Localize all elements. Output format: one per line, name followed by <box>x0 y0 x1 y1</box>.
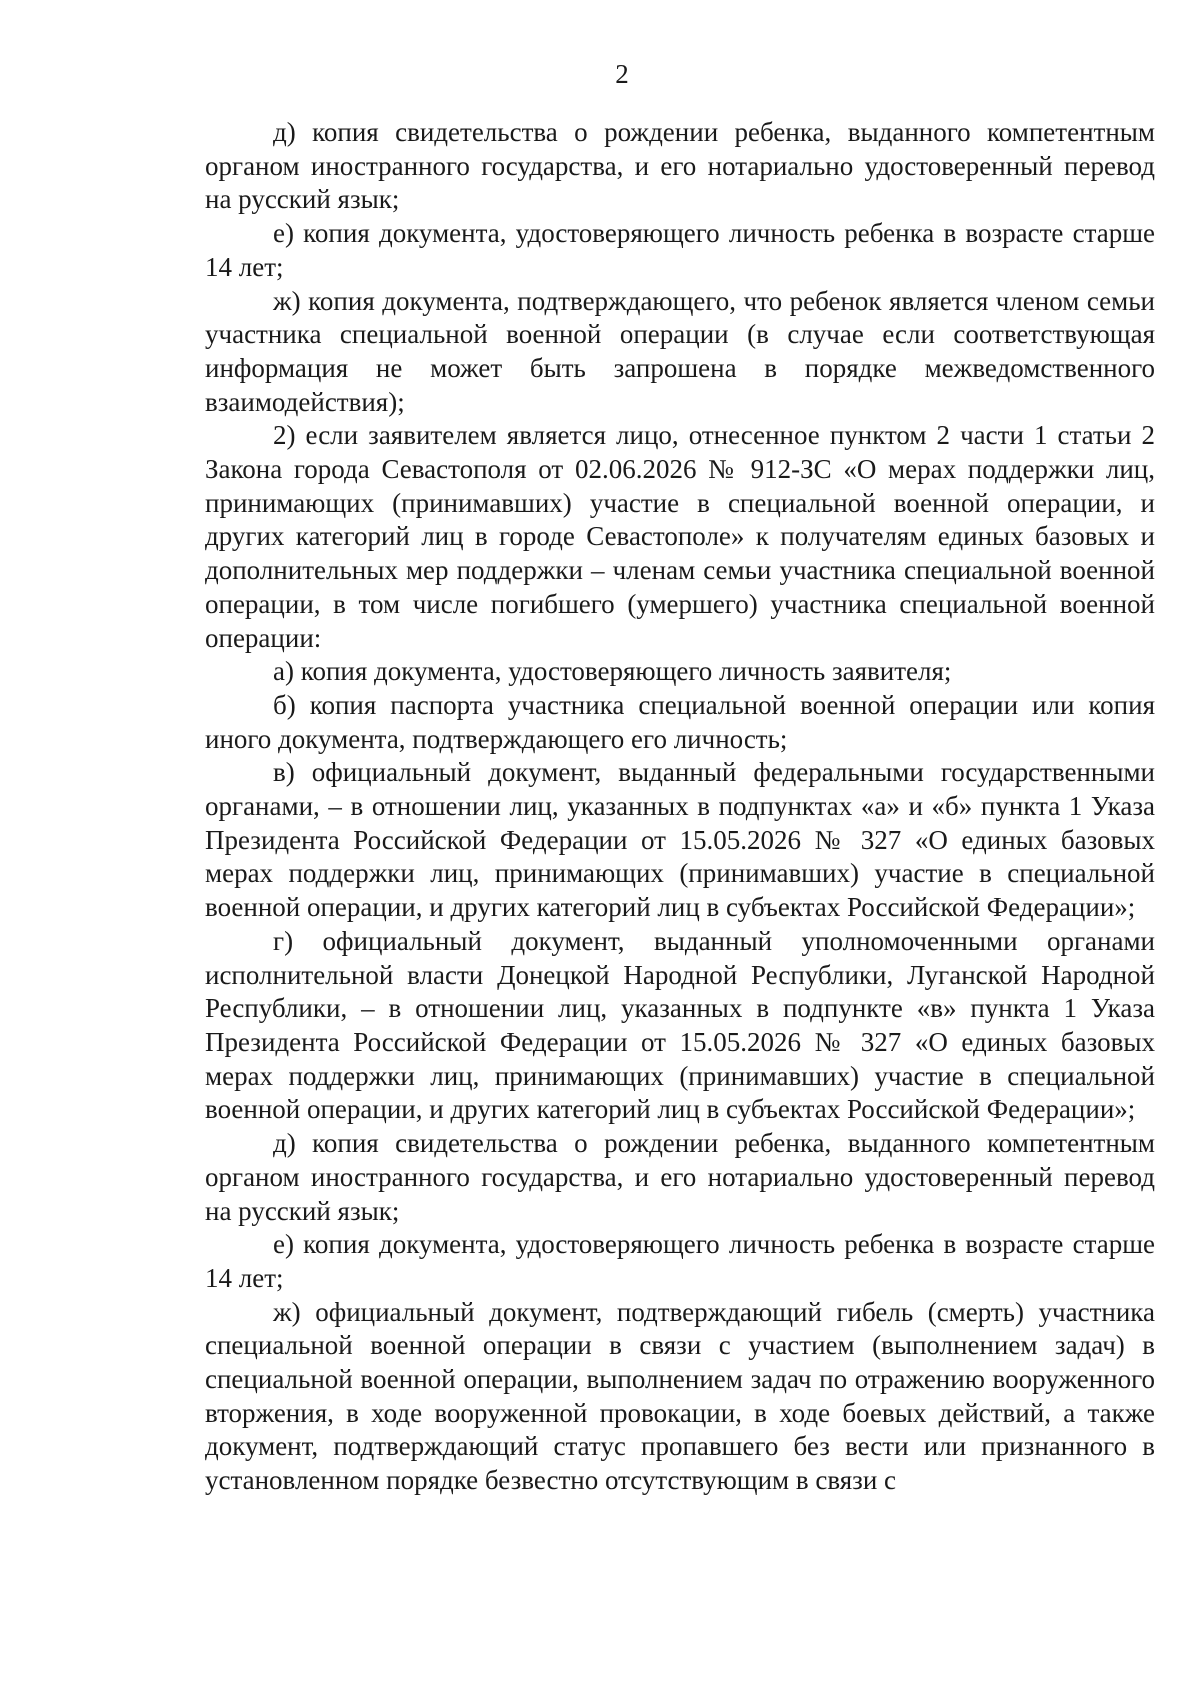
document-body <box>205 116 1155 1498</box>
paragraph-v-federal-official-document: в) официальный документ, выданный федеральными государственными органами, – в отношении лиц, указанных в подпунктах «а» и «б» пункта 1 Указа Президента Российской Федерации от 15.05.2026 № 327 «О единых базовых мерах поддержки лиц, принимающих (принимавших) участие в специальной военной операции, и других категорий лиц в субъектах Российской Федерации»; <box>205 757 1155 923</box>
paragraph-b-participant-passport: б) копия паспорта участника специальной военной операции или копия иного документа, подтверждающего его личность; <box>205 689 1155 754</box>
paragraph-a-applicant-identity-document: а) копия документа, удостоверяющего личность заявителя; <box>273 656 952 687</box>
paragraph-d-child-birth-certificate: д) копия свидетельства о рождении ребенка, выданного компетентным органом иностранного государства, и его нотариально удостоверенный перевод на русский язык; <box>205 117 1155 215</box>
page-number: 2 <box>615 59 629 89</box>
paragraph-zh-death-confirmation-document: ж) официальный документ, подтверждающий гибель (смерть) участника специальной военной операции в связи с участием (выполнением задач) в специальной военной операции, выполнением задач по отражению вооруженного вторжения, в ходе вооруженной провокации, в ходе боевых действий, а также документ, подтверждающий статус пропавшего без вести или признанного в установленном порядке безвестно отсутствующим в связи с <box>205 1296 1155 1496</box>
paragraph-2-family-member-applicant: 2) если заявителем является лицо, отнесенное пунктом 2 части 1 статьи 2 Закона города Севастополя от 02.06.2026 № 912-ЗС «О мерах поддержки лиц, принимающих (принимавших) участие в специальной военной операции, и других категорий лиц в городе Севастополе» к получателям единых базовых и дополнительных мер поддержки – членам семьи участника специальной военной операции, в том числе погибшего (умершего) участника специальной военной операции: <box>205 420 1155 653</box>
paragraph-e-child-identity-document: е) копия документа, удостоверяющего личность ребенка в возрасте старше 14 лет; <box>205 218 1155 282</box>
paragraph-d-child-birth-certificate-2: д) копия свидетельства о рождении ребенка, выданного компетентным органом иностранного государства, и его нотариально удостоверенный перевод на русский язык; <box>205 1128 1155 1226</box>
paragraph-e-child-identity-document-2: е) копия документа, удостоверяющего личность ребенка в возрасте старше 14 лет; <box>205 1229 1155 1293</box>
paragraph-g-dnr-lnr-official-document: г) официальный документ, выданный уполномоченными органами исполнительной власти Донецкой Народной Республики, Луганской Народной Республики, – в отношении лиц, указанных в подпункте «в» пункта 1 Указа Президента Российской Федерации от 15.05.2026 № 327 «О единых базовых мерах поддержки лиц, принимающих (принимавших) участие в специальной военной операции, и других категорий лиц в субъектах Российской Федерации»; <box>205 925 1155 1125</box>
paragraph-zh-family-member-document: ж) копия документа, подтверждающего, что ребенок является членом семьи участника специальной военной операции (в случае если соответствующая информация не может быть запрошена в порядке межведомственного взаимодействия); <box>205 285 1155 417</box>
